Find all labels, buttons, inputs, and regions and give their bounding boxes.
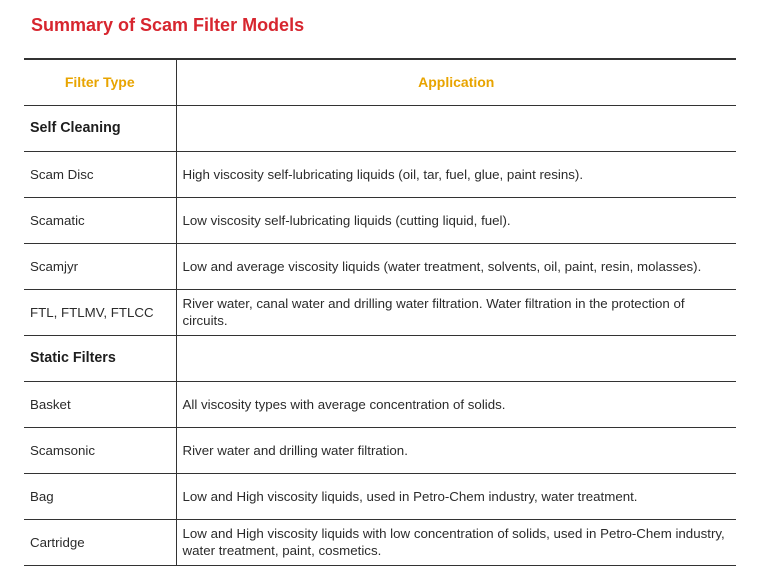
section-label: Static Filters [24, 335, 176, 381]
table-cell-filter-type: Cartridge [24, 519, 176, 565]
table-cell-application: All viscosity types with average concentration of solids. [182, 396, 506, 412]
table-row [24, 473, 736, 519]
table-row [24, 151, 736, 197]
table-cell-filter-type: Scamjyr [24, 243, 176, 289]
table-cell-filter-type: Basket [24, 381, 176, 427]
section-label: Self Cleaning [24, 105, 176, 151]
table-row [24, 243, 736, 289]
table-row [24, 289, 736, 335]
table-cell-application [176, 105, 736, 151]
table-cell-application [176, 335, 736, 381]
table-cell-filter-type: Scam Disc [24, 151, 176, 197]
table-cell-application: High viscosity self-lubricating liquids (oil, tar, fuel, glue, paint resins). [182, 166, 584, 182]
section-row-static-filters [24, 335, 736, 381]
table-row [24, 519, 736, 565]
page-title: Summary of Scam Filter Models [31, 15, 305, 35]
filter-summary-table [24, 58, 736, 566]
table-cell-filter-type: FTL, FTLMV, FTLCC [24, 289, 176, 335]
table-cell-filter-type: Scamatic [24, 197, 176, 243]
table-row [24, 197, 736, 243]
table-header-row [24, 59, 736, 105]
table-cell-application: Low and High viscosity liquids, used in Petro-Chem industry, water treatment. [182, 488, 638, 504]
table-cell-filter-type: Bag [24, 473, 176, 519]
table-cell-filter-type: Scamsonic [24, 427, 176, 473]
table-row [24, 381, 736, 427]
table-cell-application: River water and drilling water filtration. [182, 442, 408, 458]
column-header-application: Application [176, 59, 736, 105]
table-row [24, 427, 736, 473]
table-cell-application: Low viscosity self-lubricating liquids (cutting liquid, fuel). [182, 212, 511, 228]
table-cell-application: Low and High viscosity liquids with low concentration of solids, used in Petro-Chem industry, water treatment, paint, cosmetics. [182, 526, 725, 558]
table-cell-application: River water, canal water and drilling water filtration. Water filtration in the protection of circuits. [182, 296, 685, 328]
section-row-self-cleaning [24, 105, 736, 151]
table-cell-application: Low and average viscosity liquids (water treatment, solvents, oil, paint, resin, molasses). [182, 258, 702, 274]
column-header-filter-type: Filter Type [24, 59, 176, 105]
